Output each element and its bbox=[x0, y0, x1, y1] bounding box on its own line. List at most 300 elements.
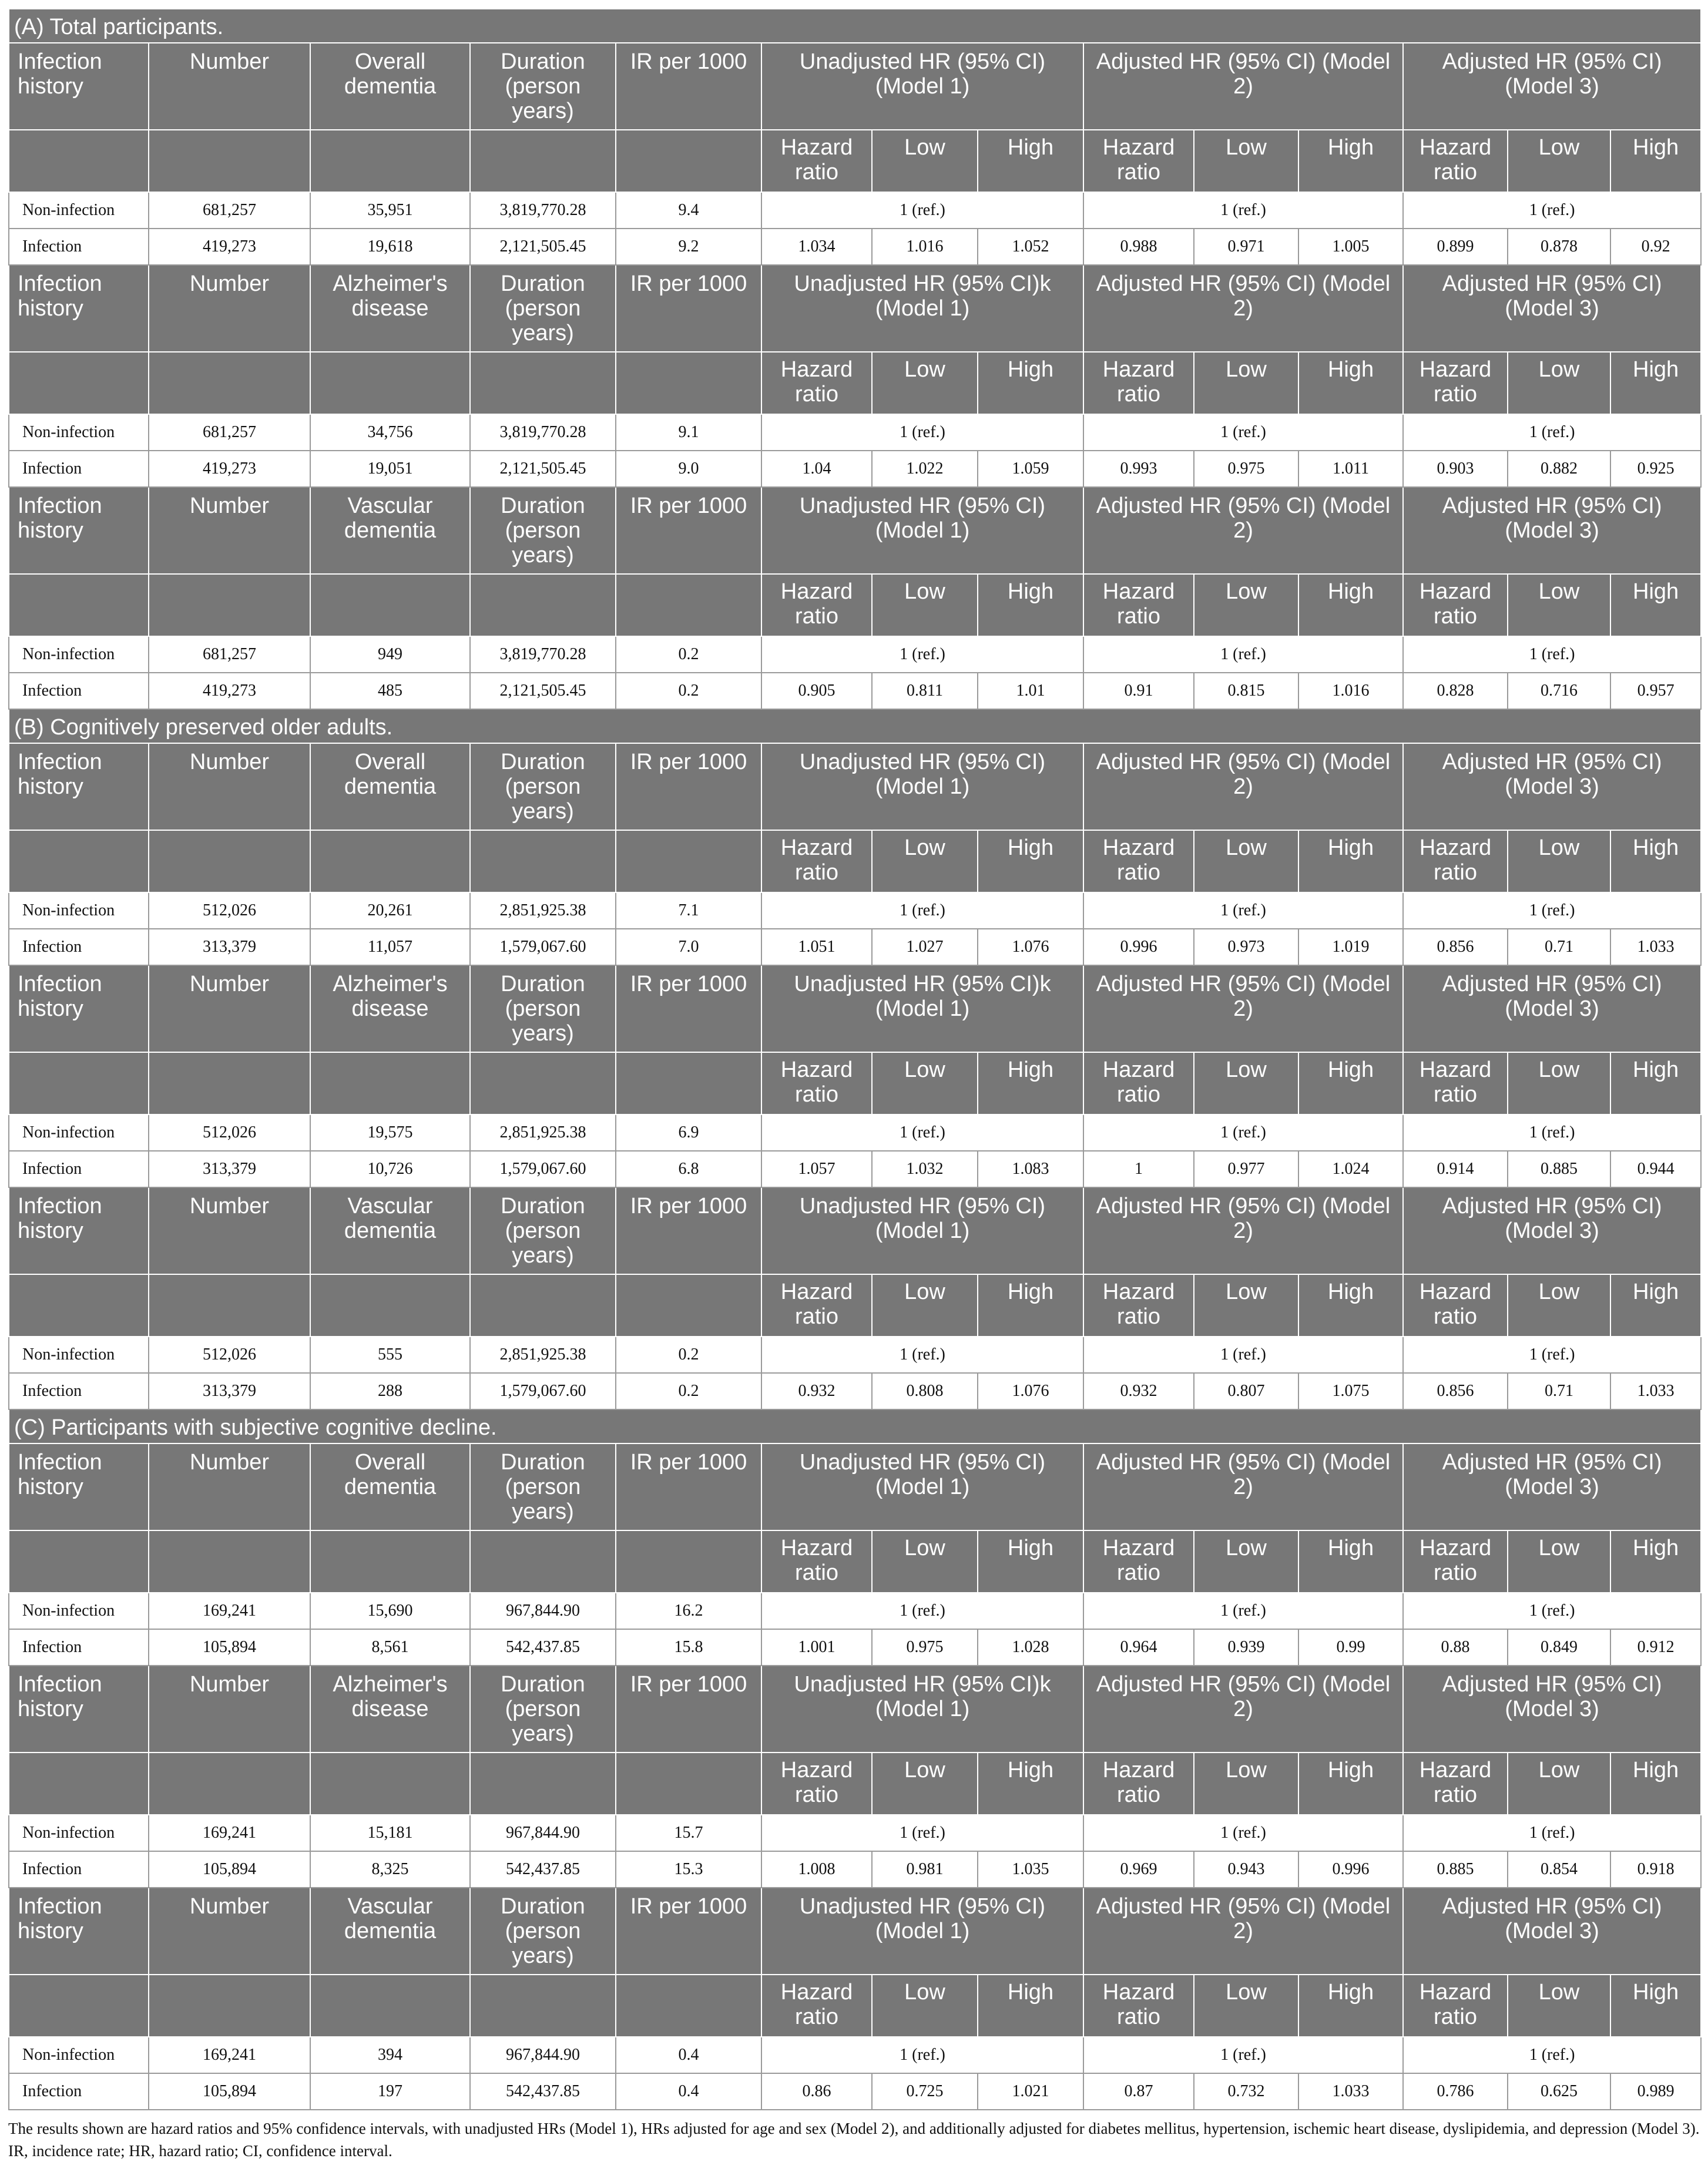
hr-value-cell: 1.033 bbox=[1610, 1373, 1701, 1409]
row-label: Infection bbox=[9, 229, 149, 265]
duration-header: Duration (person years) bbox=[470, 1888, 616, 1975]
number-cell: 313,379 bbox=[149, 1373, 310, 1409]
subheader-cell: High bbox=[978, 1274, 1083, 1337]
header-row bbox=[9, 487, 1701, 574]
table-row bbox=[9, 414, 1701, 451]
subheader-cell: High bbox=[978, 574, 1083, 636]
cases-cell: 485 bbox=[310, 673, 470, 709]
hr-value-cell: 0.885 bbox=[1403, 1851, 1508, 1888]
hr-value-cell: 1.083 bbox=[978, 1151, 1083, 1187]
number-cell: 419,273 bbox=[149, 229, 310, 265]
row-label: Infection bbox=[9, 1151, 149, 1187]
subheader-cell: High bbox=[1610, 574, 1701, 636]
number-header: Number bbox=[149, 43, 310, 130]
subheader-cell: Low bbox=[1194, 1530, 1298, 1593]
hr-value-cell: 0.854 bbox=[1508, 1851, 1610, 1888]
model3-header: Adjusted HR (95% CI) (Model 3) bbox=[1403, 1443, 1701, 1530]
subheader-cell: High bbox=[1298, 830, 1403, 892]
ir-cell: 15.3 bbox=[616, 1851, 761, 1888]
subheader-cell: Hazard ratio bbox=[761, 574, 872, 636]
table-row bbox=[9, 1337, 1701, 1373]
blank-header-cell bbox=[470, 1052, 616, 1114]
model3-ref-cell: 1 (ref.) bbox=[1403, 636, 1701, 673]
ir-cell: 0.2 bbox=[616, 673, 761, 709]
blank-header-cell bbox=[9, 1530, 149, 1593]
hr-value-cell: 1.051 bbox=[761, 929, 872, 965]
model3-header: Adjusted HR (95% CI) (Model 3) bbox=[1403, 43, 1701, 130]
hazard-ratio-table bbox=[8, 8, 1702, 2110]
blank-header-cell bbox=[9, 352, 149, 414]
model3-header: Adjusted HR (95% CI) (Model 3) bbox=[1403, 743, 1701, 830]
row-label: Non-infection bbox=[9, 1114, 149, 1151]
hr-value-cell: 0.996 bbox=[1298, 1851, 1403, 1888]
number-cell: 681,257 bbox=[149, 636, 310, 673]
table-row bbox=[9, 636, 1701, 673]
duration-cell: 2,851,925.38 bbox=[470, 892, 616, 929]
subheader-cell: High bbox=[1298, 130, 1403, 192]
model3-ref-cell: 1 (ref.) bbox=[1403, 1337, 1701, 1373]
row-label: Infection bbox=[9, 451, 149, 487]
model3-header: Adjusted HR (95% CI) (Model 3) bbox=[1403, 265, 1701, 352]
subheader-cell: High bbox=[1298, 1274, 1403, 1337]
infection-history-header: Infection history bbox=[9, 743, 149, 830]
number-cell: 512,026 bbox=[149, 892, 310, 929]
subheader-cell: Low bbox=[872, 1530, 978, 1593]
model2-header: Adjusted HR (95% CI) (Model 2) bbox=[1083, 43, 1403, 130]
number-header: Number bbox=[149, 1666, 310, 1753]
blank-header-cell bbox=[616, 1274, 761, 1337]
model3-header: Adjusted HR (95% CI) (Model 3) bbox=[1403, 1666, 1701, 1753]
model1-header: Unadjusted HR (95% CI) (Model 1) bbox=[761, 43, 1083, 130]
row-label: Non-infection bbox=[9, 1815, 149, 1851]
subheader-cell: Hazard ratio bbox=[1403, 1052, 1508, 1114]
header-row bbox=[9, 43, 1701, 130]
duration-header: Duration (person years) bbox=[470, 743, 616, 830]
subheader-cell: High bbox=[1298, 1975, 1403, 2037]
model3-ref-cell: 1 (ref.) bbox=[1403, 192, 1701, 229]
hr-value-cell: 0.811 bbox=[872, 673, 978, 709]
subheader-cell: High bbox=[1610, 1530, 1701, 1593]
subheader-cell: High bbox=[1610, 1753, 1701, 1815]
hr-value-cell: 1.076 bbox=[978, 929, 1083, 965]
outcome-header: Alzheimer's disease bbox=[310, 1666, 470, 1753]
model2-ref-cell: 1 (ref.) bbox=[1083, 1114, 1403, 1151]
hr-value-cell: 1.027 bbox=[872, 929, 978, 965]
ir-cell: 7.0 bbox=[616, 929, 761, 965]
table-row bbox=[9, 1593, 1701, 1629]
number-cell: 512,026 bbox=[149, 1337, 310, 1373]
duration-cell: 2,851,925.38 bbox=[470, 1337, 616, 1373]
duration-cell: 3,819,770.28 bbox=[470, 192, 616, 229]
row-label: Infection bbox=[9, 1851, 149, 1888]
model2-header: Adjusted HR (95% CI) (Model 2) bbox=[1083, 1443, 1403, 1530]
blank-header-cell bbox=[310, 1274, 470, 1337]
model3-header: Adjusted HR (95% CI) (Model 3) bbox=[1403, 487, 1701, 574]
duration-cell: 2,121,505.45 bbox=[470, 673, 616, 709]
hr-value-cell: 0.943 bbox=[1194, 1851, 1298, 1888]
ir-header: IR per 1000 bbox=[616, 1187, 761, 1274]
blank-header-cell bbox=[470, 1274, 616, 1337]
subheader-cell: Hazard ratio bbox=[761, 130, 872, 192]
subheader-cell: Hazard ratio bbox=[761, 1274, 872, 1337]
subheader-cell: High bbox=[1610, 130, 1701, 192]
subheader-cell: Low bbox=[872, 1753, 978, 1815]
subheader-cell: Low bbox=[872, 574, 978, 636]
blank-header-cell bbox=[616, 1753, 761, 1815]
ir-cell: 0.2 bbox=[616, 636, 761, 673]
blank-header-cell bbox=[310, 1975, 470, 2037]
blank-header-cell bbox=[310, 1753, 470, 1815]
blank-header-cell bbox=[9, 130, 149, 192]
hr-value-cell: 1.01 bbox=[978, 673, 1083, 709]
row-label: Infection bbox=[9, 2073, 149, 2110]
number-header: Number bbox=[149, 965, 310, 1052]
hr-value-cell: 0.969 bbox=[1083, 1851, 1194, 1888]
hr-value-cell: 0.786 bbox=[1403, 2073, 1508, 2110]
subheader-cell: High bbox=[978, 1052, 1083, 1114]
subheader-cell: Hazard ratio bbox=[761, 352, 872, 414]
duration-cell: 3,819,770.28 bbox=[470, 414, 616, 451]
hr-value-cell: 0.91 bbox=[1083, 673, 1194, 709]
row-label: Non-infection bbox=[9, 2037, 149, 2073]
subheader-cell: Hazard ratio bbox=[1403, 1530, 1508, 1593]
duration-header: Duration (person years) bbox=[470, 965, 616, 1052]
hr-value-cell: 1.059 bbox=[978, 451, 1083, 487]
hr-value-cell: 0.964 bbox=[1083, 1629, 1194, 1666]
footnote-line: IR, incidence rate; HR, hazard ratio; CI, confidence interval. bbox=[8, 2142, 392, 2160]
blank-header-cell bbox=[616, 574, 761, 636]
hr-value-cell: 0.988 bbox=[1083, 229, 1194, 265]
blank-header-cell bbox=[470, 830, 616, 892]
ir-cell: 0.2 bbox=[616, 1337, 761, 1373]
ir-cell: 9.2 bbox=[616, 229, 761, 265]
subheader-cell: Hazard ratio bbox=[1083, 1274, 1194, 1337]
table-row bbox=[9, 2037, 1701, 2073]
table-row bbox=[9, 229, 1701, 265]
subheader-cell: Hazard ratio bbox=[1403, 1274, 1508, 1337]
subheader-cell: Hazard ratio bbox=[761, 1530, 872, 1593]
blank-header-cell bbox=[310, 830, 470, 892]
hr-value-cell: 0.87 bbox=[1083, 2073, 1194, 2110]
number-cell: 105,894 bbox=[149, 2073, 310, 2110]
model1-header: Unadjusted HR (95% CI) (Model 1) bbox=[761, 487, 1083, 574]
header-row bbox=[9, 265, 1701, 352]
hr-value-cell: 0.932 bbox=[1083, 1373, 1194, 1409]
number-header: Number bbox=[149, 1888, 310, 1975]
hr-value-cell: 0.914 bbox=[1403, 1151, 1508, 1187]
blank-header-cell bbox=[310, 130, 470, 192]
cases-cell: 19,051 bbox=[310, 451, 470, 487]
number-header: Number bbox=[149, 1443, 310, 1530]
model2-header: Adjusted HR (95% CI) (Model 2) bbox=[1083, 743, 1403, 830]
model3-ref-cell: 1 (ref.) bbox=[1403, 1815, 1701, 1851]
duration-cell: 1,579,067.60 bbox=[470, 929, 616, 965]
model1-ref-cell: 1 (ref.) bbox=[761, 1114, 1083, 1151]
number-cell: 419,273 bbox=[149, 451, 310, 487]
blank-header-cell bbox=[149, 130, 310, 192]
model3-header: Adjusted HR (95% CI) (Model 3) bbox=[1403, 1888, 1701, 1975]
blank-header-cell bbox=[149, 1975, 310, 2037]
subheader-cell: Low bbox=[1508, 1530, 1610, 1593]
duration-cell: 967,844.90 bbox=[470, 1815, 616, 1851]
model1-header: Unadjusted HR (95% CI) (Model 1) bbox=[761, 1443, 1083, 1530]
number-cell: 681,257 bbox=[149, 192, 310, 229]
blank-header-cell bbox=[616, 1530, 761, 1593]
subheader-cell: Hazard ratio bbox=[1083, 1975, 1194, 2037]
hr-value-cell: 0.975 bbox=[872, 1629, 978, 1666]
subheader-cell: Low bbox=[1508, 830, 1610, 892]
subheader-cell: Low bbox=[872, 830, 978, 892]
table-row bbox=[9, 1629, 1701, 1666]
duration-header: Duration (person years) bbox=[470, 43, 616, 130]
table-row bbox=[9, 1373, 1701, 1409]
hr-value-cell: 1.076 bbox=[978, 1373, 1083, 1409]
hr-value-cell: 1.075 bbox=[1298, 1373, 1403, 1409]
model2-ref-cell: 1 (ref.) bbox=[1083, 1593, 1403, 1629]
blank-header-cell bbox=[616, 1052, 761, 1114]
hr-value-cell: 0.856 bbox=[1403, 929, 1508, 965]
subheader-cell: Low bbox=[1194, 130, 1298, 192]
ir-header: IR per 1000 bbox=[616, 265, 761, 352]
header-row bbox=[9, 965, 1701, 1052]
model2-ref-cell: 1 (ref.) bbox=[1083, 414, 1403, 451]
subheader-row bbox=[9, 1052, 1701, 1114]
table-row bbox=[9, 192, 1701, 229]
model1-ref-cell: 1 (ref.) bbox=[761, 414, 1083, 451]
subheader-cell: High bbox=[1298, 1530, 1403, 1593]
model1-ref-cell: 1 (ref.) bbox=[761, 1593, 1083, 1629]
row-label: Non-infection bbox=[9, 892, 149, 929]
footnote-line: The results shown are hazard ratios and 95% confidence intervals, with unadjusted HRs (Model 1), HRs adjusted for age and sex (Model 2), and additionally adjusted for diabetes mellitus, hypertension, ischemic heart disease, dyslipidemia, and depression (Model 3). bbox=[8, 2120, 1700, 2137]
header-row bbox=[9, 1666, 1701, 1753]
subheader-cell: Hazard ratio bbox=[1083, 574, 1194, 636]
outcome-header: Vascular dementia bbox=[310, 1888, 470, 1975]
table-row bbox=[9, 1151, 1701, 1187]
hr-value-cell: 0.957 bbox=[1610, 673, 1701, 709]
hr-value-cell: 0.989 bbox=[1610, 2073, 1701, 2110]
hr-value-cell: 0.732 bbox=[1194, 2073, 1298, 2110]
subheader-cell: Low bbox=[1508, 1753, 1610, 1815]
hr-value-cell: 1.034 bbox=[761, 229, 872, 265]
row-label: Non-infection bbox=[9, 1593, 149, 1629]
subheader-cell: Low bbox=[1194, 574, 1298, 636]
subheader-cell: Hazard ratio bbox=[1083, 352, 1194, 414]
header-row bbox=[9, 1443, 1701, 1530]
subheader-cell: Hazard ratio bbox=[1403, 352, 1508, 414]
hr-value-cell: 0.86 bbox=[761, 2073, 872, 2110]
duration-cell: 542,437.85 bbox=[470, 1851, 616, 1888]
blank-header-cell bbox=[9, 574, 149, 636]
row-label: Non-infection bbox=[9, 636, 149, 673]
hr-value-cell: 1.052 bbox=[978, 229, 1083, 265]
number-cell: 105,894 bbox=[149, 1851, 310, 1888]
hr-value-cell: 0.925 bbox=[1610, 451, 1701, 487]
ir-header: IR per 1000 bbox=[616, 1888, 761, 1975]
subheader-cell: High bbox=[1298, 1753, 1403, 1815]
hr-value-cell: 1.022 bbox=[872, 451, 978, 487]
row-label: Infection bbox=[9, 929, 149, 965]
subheader-cell: High bbox=[1610, 1274, 1701, 1337]
row-label: Infection bbox=[9, 673, 149, 709]
blank-header-cell bbox=[9, 1274, 149, 1337]
subheader-cell: Hazard ratio bbox=[1083, 1753, 1194, 1815]
section-title: (B) Cognitively preserved older adults. bbox=[9, 709, 1701, 743]
hr-value-cell: 0.973 bbox=[1194, 929, 1298, 965]
cases-cell: 19,618 bbox=[310, 229, 470, 265]
hr-value-cell: 0.725 bbox=[872, 2073, 978, 2110]
model1-header: Unadjusted HR (95% CI) (Model 1) bbox=[761, 743, 1083, 830]
ir-cell: 6.8 bbox=[616, 1151, 761, 1187]
cases-cell: 8,325 bbox=[310, 1851, 470, 1888]
number-cell: 313,379 bbox=[149, 929, 310, 965]
hr-value-cell: 1.011 bbox=[1298, 451, 1403, 487]
subheader-cell: High bbox=[1298, 352, 1403, 414]
model2-header: Adjusted HR (95% CI) (Model 2) bbox=[1083, 1187, 1403, 1274]
ir-header: IR per 1000 bbox=[616, 487, 761, 574]
hr-value-cell: 0.912 bbox=[1610, 1629, 1701, 1666]
subheader-row bbox=[9, 830, 1701, 892]
section-title-row bbox=[9, 709, 1701, 743]
hr-value-cell: 1.033 bbox=[1298, 2073, 1403, 2110]
hr-value-cell: 1.057 bbox=[761, 1151, 872, 1187]
subheader-cell: Hazard ratio bbox=[1083, 1052, 1194, 1114]
number-cell: 105,894 bbox=[149, 1629, 310, 1666]
subheader-cell: High bbox=[1610, 1052, 1701, 1114]
subheader-cell: Low bbox=[1194, 352, 1298, 414]
model3-header: Adjusted HR (95% CI) (Model 3) bbox=[1403, 1187, 1701, 1274]
hr-value-cell: 0.815 bbox=[1194, 673, 1298, 709]
blank-header-cell bbox=[310, 574, 470, 636]
hr-value-cell: 0.981 bbox=[872, 1851, 978, 1888]
table-row bbox=[9, 892, 1701, 929]
duration-header: Duration (person years) bbox=[470, 1666, 616, 1753]
hr-value-cell: 1.028 bbox=[978, 1629, 1083, 1666]
subheader-cell: Low bbox=[1194, 830, 1298, 892]
subheader-cell: High bbox=[978, 130, 1083, 192]
duration-cell: 2,851,925.38 bbox=[470, 1114, 616, 1151]
model2-ref-cell: 1 (ref.) bbox=[1083, 192, 1403, 229]
cases-cell: 949 bbox=[310, 636, 470, 673]
hr-value-cell: 0.625 bbox=[1508, 2073, 1610, 2110]
blank-header-cell bbox=[149, 1274, 310, 1337]
blank-header-cell bbox=[9, 830, 149, 892]
blank-header-cell bbox=[470, 352, 616, 414]
cases-cell: 19,575 bbox=[310, 1114, 470, 1151]
table-footnote bbox=[8, 2117, 1700, 2162]
hr-value-cell: 1.008 bbox=[761, 1851, 872, 1888]
blank-header-cell bbox=[149, 830, 310, 892]
subheader-cell: Low bbox=[872, 1975, 978, 2037]
ir-header: IR per 1000 bbox=[616, 1443, 761, 1530]
cases-cell: 555 bbox=[310, 1337, 470, 1373]
hr-value-cell: 0.993 bbox=[1083, 451, 1194, 487]
section-title: (C) Participants with subjective cognitive decline. bbox=[9, 1409, 1701, 1443]
row-label: Non-infection bbox=[9, 414, 149, 451]
blank-header-cell bbox=[149, 1753, 310, 1815]
subheader-cell: Hazard ratio bbox=[761, 1052, 872, 1114]
cases-cell: 394 bbox=[310, 2037, 470, 2073]
duration-cell: 542,437.85 bbox=[470, 1629, 616, 1666]
hr-value-cell: 1 bbox=[1083, 1151, 1194, 1187]
infection-history-header: Infection history bbox=[9, 1443, 149, 1530]
model3-ref-cell: 1 (ref.) bbox=[1403, 2037, 1701, 2073]
hr-value-cell: 0.828 bbox=[1403, 673, 1508, 709]
ir-cell: 9.1 bbox=[616, 414, 761, 451]
subheader-cell: Hazard ratio bbox=[1403, 130, 1508, 192]
subheader-cell: Hazard ratio bbox=[1083, 830, 1194, 892]
blank-header-cell bbox=[9, 1975, 149, 2037]
cases-cell: 35,951 bbox=[310, 192, 470, 229]
subheader-cell: High bbox=[978, 830, 1083, 892]
document bbox=[8, 8, 1700, 2162]
section-title-row bbox=[9, 9, 1701, 43]
blank-header-cell bbox=[616, 1975, 761, 2037]
blank-header-cell bbox=[149, 1052, 310, 1114]
model1-ref-cell: 1 (ref.) bbox=[761, 192, 1083, 229]
ir-cell: 15.8 bbox=[616, 1629, 761, 1666]
ir-cell: 9.0 bbox=[616, 451, 761, 487]
model2-ref-cell: 1 (ref.) bbox=[1083, 892, 1403, 929]
subheader-cell: High bbox=[978, 1530, 1083, 1593]
model1-ref-cell: 1 (ref.) bbox=[761, 892, 1083, 929]
outcome-header: Overall dementia bbox=[310, 743, 470, 830]
ir-cell: 6.9 bbox=[616, 1114, 761, 1151]
duration-header: Duration (person years) bbox=[470, 1187, 616, 1274]
row-label: Non-infection bbox=[9, 1337, 149, 1373]
blank-header-cell bbox=[470, 130, 616, 192]
subheader-cell: Low bbox=[1194, 1975, 1298, 2037]
hr-value-cell: 1.001 bbox=[761, 1629, 872, 1666]
model1-ref-cell: 1 (ref.) bbox=[761, 636, 1083, 673]
subheader-cell: Low bbox=[872, 1274, 978, 1337]
cases-cell: 15,181 bbox=[310, 1815, 470, 1851]
blank-header-cell bbox=[470, 574, 616, 636]
duration-cell: 2,121,505.45 bbox=[470, 229, 616, 265]
hr-value-cell: 0.882 bbox=[1508, 451, 1610, 487]
model2-header: Adjusted HR (95% CI) (Model 2) bbox=[1083, 487, 1403, 574]
model1-header: Unadjusted HR (95% CI)k (Model 1) bbox=[761, 265, 1083, 352]
cases-cell: 20,261 bbox=[310, 892, 470, 929]
subheader-cell: Low bbox=[1194, 1274, 1298, 1337]
hr-value-cell: 0.716 bbox=[1508, 673, 1610, 709]
cases-cell: 10,726 bbox=[310, 1151, 470, 1187]
subheader-cell: High bbox=[1298, 574, 1403, 636]
cases-cell: 34,756 bbox=[310, 414, 470, 451]
hr-value-cell: 1.04 bbox=[761, 451, 872, 487]
model3-header: Adjusted HR (95% CI) (Model 3) bbox=[1403, 965, 1701, 1052]
hr-value-cell: 1.032 bbox=[872, 1151, 978, 1187]
number-cell: 169,241 bbox=[149, 1815, 310, 1851]
model1-header: Unadjusted HR (95% CI)k (Model 1) bbox=[761, 1666, 1083, 1753]
infection-history-header: Infection history bbox=[9, 1888, 149, 1975]
hr-value-cell: 0.856 bbox=[1403, 1373, 1508, 1409]
subheader-cell: Low bbox=[1508, 574, 1610, 636]
subheader-cell: Hazard ratio bbox=[1403, 830, 1508, 892]
subheader-cell: High bbox=[978, 1753, 1083, 1815]
number-header: Number bbox=[149, 265, 310, 352]
duration-cell: 542,437.85 bbox=[470, 2073, 616, 2110]
number-cell: 169,241 bbox=[149, 1593, 310, 1629]
hr-value-cell: 1.019 bbox=[1298, 929, 1403, 965]
model2-ref-cell: 1 (ref.) bbox=[1083, 1337, 1403, 1373]
section-title-row bbox=[9, 1409, 1701, 1443]
ir-cell: 9.4 bbox=[616, 192, 761, 229]
model3-ref-cell: 1 (ref.) bbox=[1403, 414, 1701, 451]
model1-ref-cell: 1 (ref.) bbox=[761, 2037, 1083, 2073]
outcome-header: Overall dementia bbox=[310, 43, 470, 130]
row-label: Non-infection bbox=[9, 192, 149, 229]
cases-cell: 15,690 bbox=[310, 1593, 470, 1629]
